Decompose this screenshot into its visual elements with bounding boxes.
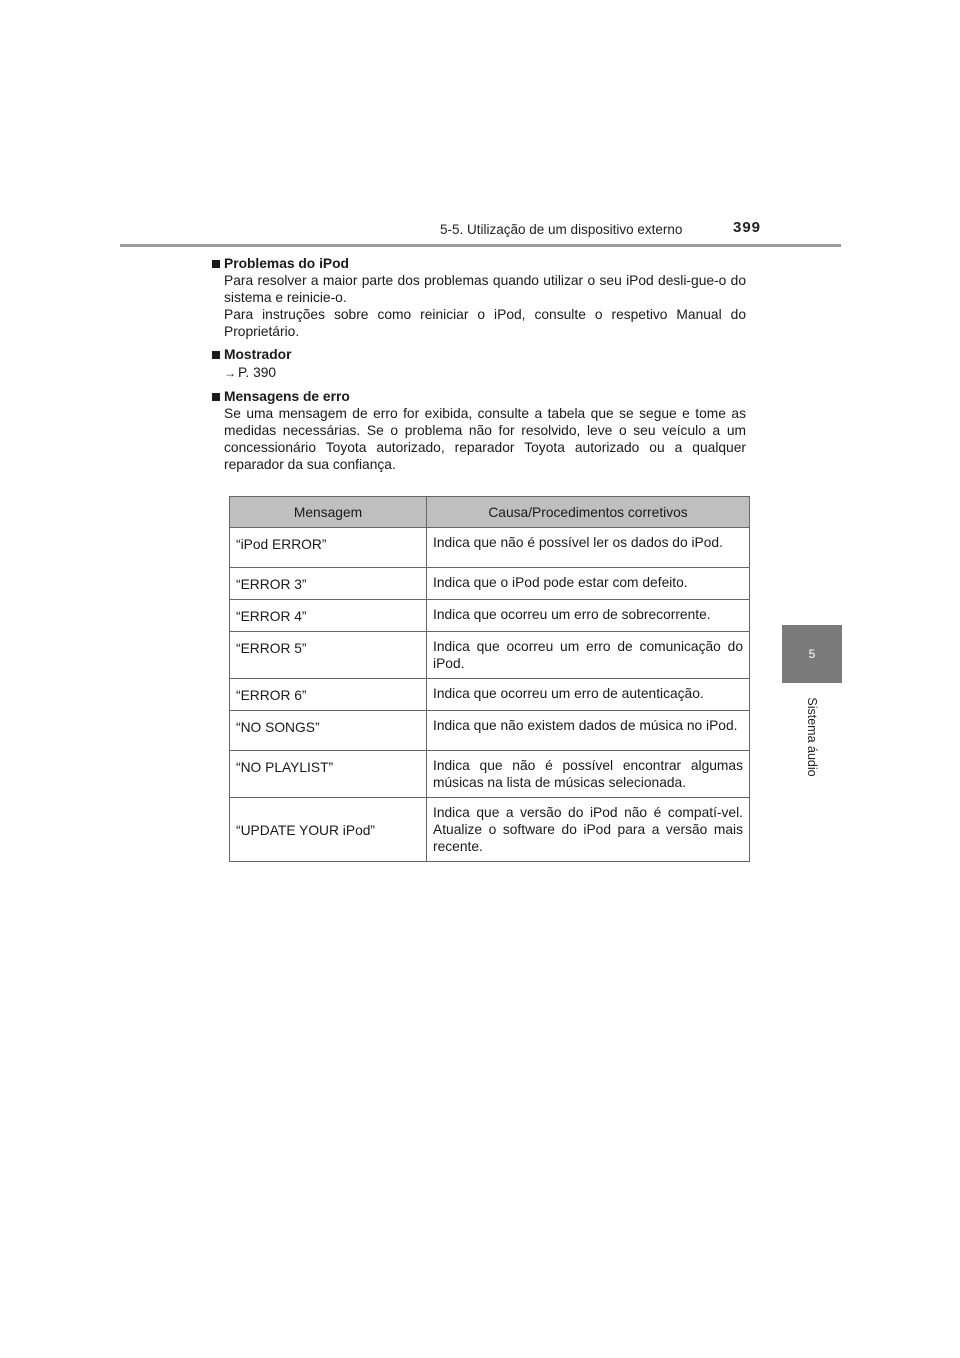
section-heading: Mostrador	[224, 347, 292, 362]
square-bullet-icon	[212, 260, 220, 268]
table-row	[230, 528, 750, 568]
section-heading: Problemas do iPod	[224, 256, 349, 271]
message-cell: “iPod ERROR”	[230, 528, 427, 568]
section-heading: Mensagens de erro	[224, 389, 350, 404]
table-row	[230, 568, 750, 600]
arrow-right-icon: →	[224, 366, 236, 380]
page-reference-text: P. 390	[238, 365, 277, 380]
table-row	[230, 632, 750, 679]
column-header-cause: Causa/Procedimentos corretivos	[427, 497, 750, 528]
chapter-tab	[782, 625, 842, 683]
square-bullet-icon	[212, 351, 220, 359]
cause-cell: Indica que ocorreu um erro de comunicação do iPod.	[427, 632, 750, 679]
paragraph: Se uma mensagem de erro for exibida, consulte a tabela que se segue e tome as medidas necessárias. Se o problema não for resolvido, leve o seu veículo a um concessionário Toyota autorizado, reparador Toyota autorizado ou a qualquer reparador da sua confiança.	[224, 406, 746, 472]
cause-cell: Indica que não é possível ler os dados do iPod.	[427, 528, 750, 568]
message-cell: “ERROR 3”	[230, 568, 427, 600]
message-cell: “NO SONGS”	[230, 711, 427, 751]
message-cell: “ERROR 4”	[230, 600, 427, 632]
table-row	[230, 711, 750, 751]
cause-cell: Indica que a versão do iPod não é compatí-vel. Atualize o software do iPod para a versão mais recente.	[427, 798, 750, 862]
paragraph: Para resolver a maior parte dos problemas quando utilizar o seu iPod desli-gue-o do sistema e reinicie-o.	[224, 273, 746, 305]
cause-cell: Indica que não é possível encontrar algumas músicas na lista de músicas selecionada.	[427, 751, 750, 798]
table-row	[230, 751, 750, 798]
square-bullet-icon	[212, 393, 220, 401]
table-row	[230, 679, 750, 711]
header-divider	[120, 244, 841, 247]
table-row	[230, 600, 750, 632]
message-cell: “UPDATE YOUR iPod”	[230, 798, 427, 862]
section-error-messages	[212, 388, 746, 473]
message-cell: “NO PLAYLIST”	[230, 751, 427, 798]
cause-cell: Indica que ocorreu um erro de autenticação.	[427, 679, 750, 711]
section-ipod-problems	[212, 255, 746, 340]
chapter-number: 5	[808, 647, 816, 661]
page-reference[interactable]	[212, 364, 746, 382]
cause-cell: Indica que não existem dados de música no iPod.	[427, 711, 750, 751]
cause-cell: Indica que ocorreu um erro de sobrecorrente.	[427, 600, 750, 632]
chapter-label: Sistema áudio	[805, 697, 819, 777]
cause-cell: Indica que o iPod pode estar com defeito.	[427, 568, 750, 600]
section-display	[212, 346, 746, 382]
message-cell: “ERROR 5”	[230, 632, 427, 679]
error-messages-table	[229, 496, 750, 862]
paragraph: Para instruções sobre como reiniciar o iPod, consulte o respetivo Manual do Proprietário.	[224, 307, 746, 339]
message-cell: “ERROR 6”	[230, 679, 427, 711]
table-row	[230, 798, 750, 862]
page-number: 399	[733, 219, 762, 236]
running-header-section: 5-5. Utilização de um dispositivo externo	[440, 222, 683, 237]
column-header-message: Mensagem	[230, 497, 427, 528]
main-content	[212, 255, 746, 479]
